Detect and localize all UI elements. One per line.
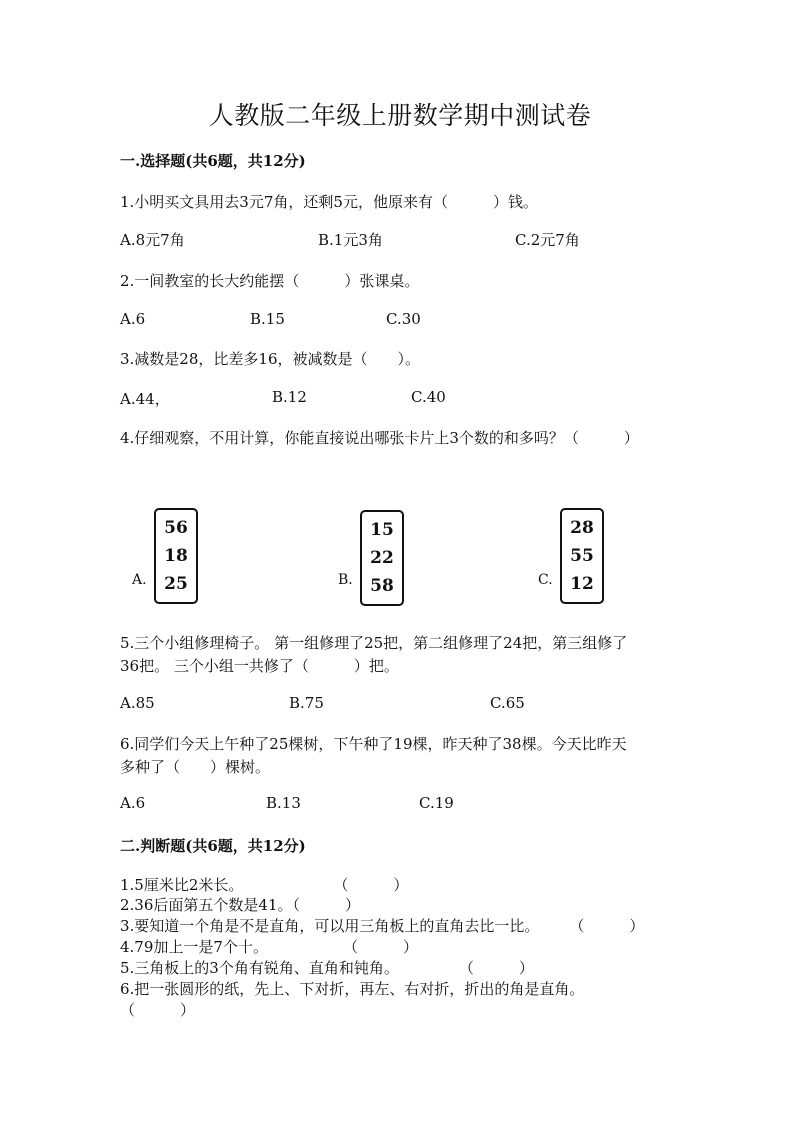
- section-heading-judge: 二.判断题(共6题，共12分): [120, 837, 306, 855]
- judge-item-1: 1.5厘米比2米长。 （ ）: [120, 876, 409, 894]
- question-5-line-1: 5.三个小组修理椅子。 第一组修理了25把，第二组修理了24把，第三组修了: [120, 634, 628, 652]
- question-1-option-c: C.2元7角: [515, 231, 580, 249]
- number-card-b: [360, 510, 404, 606]
- judge-item-3: 3.要知道一个角是不是直角，可以用三角板上的直角去比一比。 （ ）: [120, 917, 645, 935]
- judge-item-4: 4.79加上一是7个十。 （ ）: [120, 938, 418, 956]
- question-5-line-2: 36把。 三个小组一共修了（ ）把。: [120, 657, 399, 675]
- question-5-option-c: C.65: [490, 694, 525, 712]
- question-2-option-c: C.30: [386, 310, 421, 328]
- question-4-text: 4.仔细观察，不用计算，你能直接说出哪张卡片上3个数的和多吗？（ ）: [120, 429, 639, 447]
- question-2-option-a: A.6: [120, 310, 146, 328]
- question-5-option-a: A.85: [120, 694, 155, 712]
- card-b-number: 15: [370, 519, 394, 540]
- card-c-label: C.: [538, 572, 553, 588]
- question-1-text: 1.小明买文具用去3元7角，还剩5元，他原来有（ ）钱。: [120, 193, 538, 211]
- card-a-label: A.: [132, 572, 147, 588]
- card-a-number: 18: [164, 545, 188, 566]
- question-2-text: 2.一间教室的长大约能摆（ ）张课桌。: [120, 272, 420, 290]
- question-6-option-c: C.19: [419, 794, 454, 812]
- card-c-number: 28: [570, 517, 594, 538]
- card-b-number: 58: [370, 575, 394, 596]
- question-1-option-a: A.8元7角: [120, 231, 185, 249]
- page-title: 人教版二年级上册数学期中测试卷: [208, 101, 592, 130]
- card-b-number: 22: [370, 547, 394, 568]
- judge-item-6-answer: （ ）: [120, 1001, 196, 1019]
- judge-item-2: 2.36后面第五个数是41。（ ）: [120, 896, 360, 914]
- question-3-text: 3.减数是28，比差多16，被减数是（ ）。: [120, 350, 420, 368]
- card-a-number: 56: [164, 517, 188, 538]
- question-3-option-a: A.44，: [120, 390, 170, 408]
- card-a-number: 25: [164, 573, 188, 594]
- section-heading-choice: 一.选择题(共6题，共12分): [120, 152, 306, 170]
- number-card-c: [560, 508, 604, 604]
- question-6-option-b: B.13: [266, 794, 301, 812]
- question-6-line-2: 多种了（ ）棵树。: [120, 758, 271, 776]
- question-3-option-c: C.40: [411, 388, 446, 406]
- number-card-a: [154, 508, 198, 604]
- judge-item-6: 6.把一张圆形的纸，先上、下对折，再左、右对折，折出的角是直角。: [120, 980, 585, 998]
- question-6-line-1: 6.同学们今天上午种了25棵树，下午种了19棵，昨天种了38棵。今天比昨天: [120, 735, 627, 753]
- card-b-label: B.: [338, 572, 353, 588]
- question-6-option-a: A.6: [120, 794, 146, 812]
- question-5-option-b: B.75: [289, 694, 324, 712]
- card-c-number: 55: [570, 545, 594, 566]
- question-3-option-b: B.12: [272, 388, 307, 406]
- card-c-number: 12: [570, 573, 594, 594]
- question-1-option-b: B.1元3角: [318, 231, 383, 249]
- judge-item-5: 5.三角板上的3个角有锐角、直角和钝角。 （ ）: [120, 959, 534, 977]
- question-2-option-b: B.15: [250, 310, 285, 328]
